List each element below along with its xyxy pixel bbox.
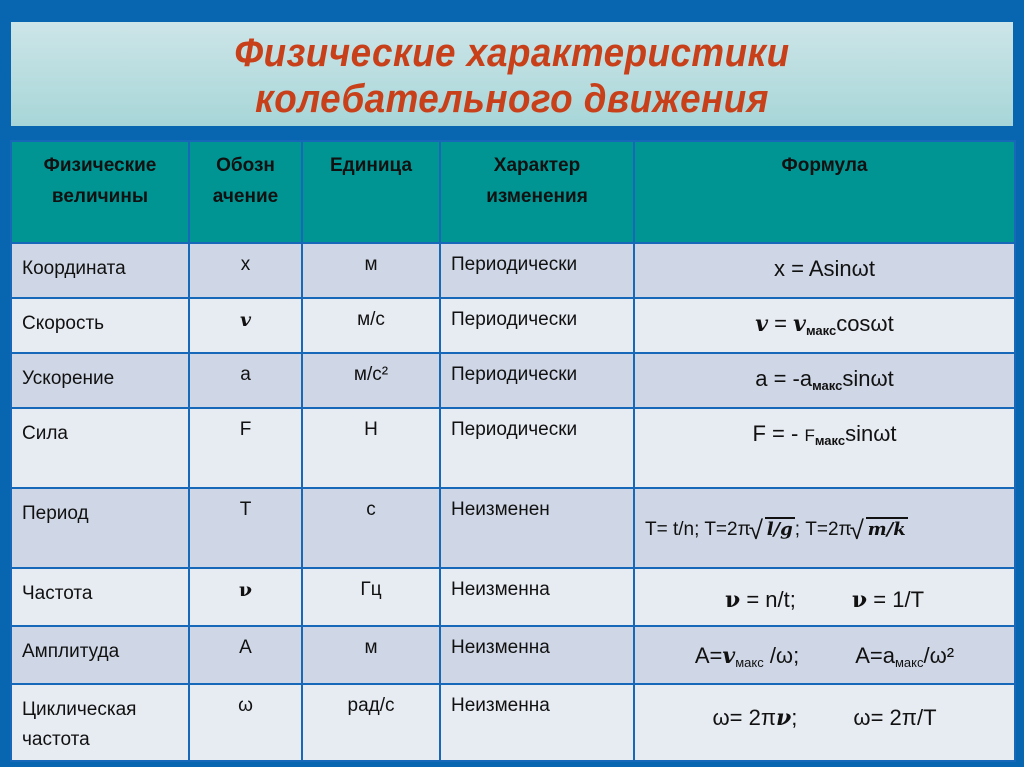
quantity-symbol: a (189, 353, 302, 408)
characteristics-table (10, 140, 1016, 762)
table-row (11, 243, 1015, 298)
quantity-formula: ω= 2πν; ω= 2π/T (634, 684, 1015, 761)
quantity-name: Ускорение (11, 353, 189, 408)
quantity-formula: T= t/n; T=2π √ l/g ; T=2π √ m/k (634, 488, 1015, 568)
table-row (11, 488, 1015, 568)
title-line-2: колебательного движения (255, 77, 769, 121)
quantity-name: Циклическая частота (11, 684, 189, 761)
header-quantity: Физические величины (11, 141, 189, 243)
quantity-formula: x = Asinωt (634, 243, 1015, 298)
slide-title (11, 22, 1013, 126)
quantity-symbol: ν (189, 568, 302, 626)
quantity-unit: Н (302, 408, 440, 488)
table-row (11, 298, 1015, 353)
quantity-symbol: ω (189, 684, 302, 761)
quantity-symbol: T (189, 488, 302, 568)
quantity-formula: F = - $F_{макс}\sin\omega t$ (634, 408, 1015, 488)
sqrt-icon: √ l/g (765, 517, 795, 541)
quantity-name: Амплитуда (11, 626, 189, 684)
header-unit: Единица (302, 141, 440, 243)
quantity-formula: $v = v_{макс}\cos\omega t$ (634, 298, 1015, 353)
quantity-symbol: x (189, 243, 302, 298)
table-row (11, 568, 1015, 626)
quantity-name: Частота (11, 568, 189, 626)
quantity-unit: м (302, 243, 440, 298)
quantity-change: Неизменна (440, 568, 634, 626)
header-change: Характер изменения (440, 141, 634, 243)
quantity-formula: ν = n/t; ν = 1/T (634, 568, 1015, 626)
quantity-unit: м/с (302, 298, 440, 353)
quantity-name: Сила (11, 408, 189, 488)
quantity-change: Периодически (440, 243, 634, 298)
quantity-unit: м/с² (302, 353, 440, 408)
quantity-change: Периодически (440, 298, 634, 353)
quantity-unit: с (302, 488, 440, 568)
quantity-name: Период (11, 488, 189, 568)
title-line-1: Физические характеристики (234, 31, 790, 75)
header-row (11, 141, 1015, 243)
quantity-unit: Гц (302, 568, 440, 626)
quantity-change: Неизменна (440, 684, 634, 761)
quantity-symbol: A (189, 626, 302, 684)
quantity-symbol: v (189, 298, 302, 353)
quantity-change: Периодически (440, 408, 634, 488)
table-row (11, 684, 1015, 761)
quantity-name: Координата (11, 243, 189, 298)
quantity-change: Неизменен (440, 488, 634, 568)
header-formula: Формула (634, 141, 1015, 243)
quantity-unit: м (302, 626, 440, 684)
sqrt-icon: √ m/k (866, 517, 908, 541)
quantity-name: Скорость (11, 298, 189, 353)
table-row (11, 353, 1015, 408)
quantity-formula: $A=v_{макс}$ /ω; $A=a_{макс}/\omega^2$ (634, 626, 1015, 684)
quantity-symbol: F (189, 408, 302, 488)
table-row (11, 626, 1015, 684)
quantity-change: Периодически (440, 353, 634, 408)
quantity-change: Неизменна (440, 626, 634, 684)
header-symbol: Обозн ачение (189, 141, 302, 243)
quantity-formula: $a = -a_{макс}\sin\omega t$ (634, 353, 1015, 408)
table-row (11, 408, 1015, 488)
quantity-unit: рад/с (302, 684, 440, 761)
